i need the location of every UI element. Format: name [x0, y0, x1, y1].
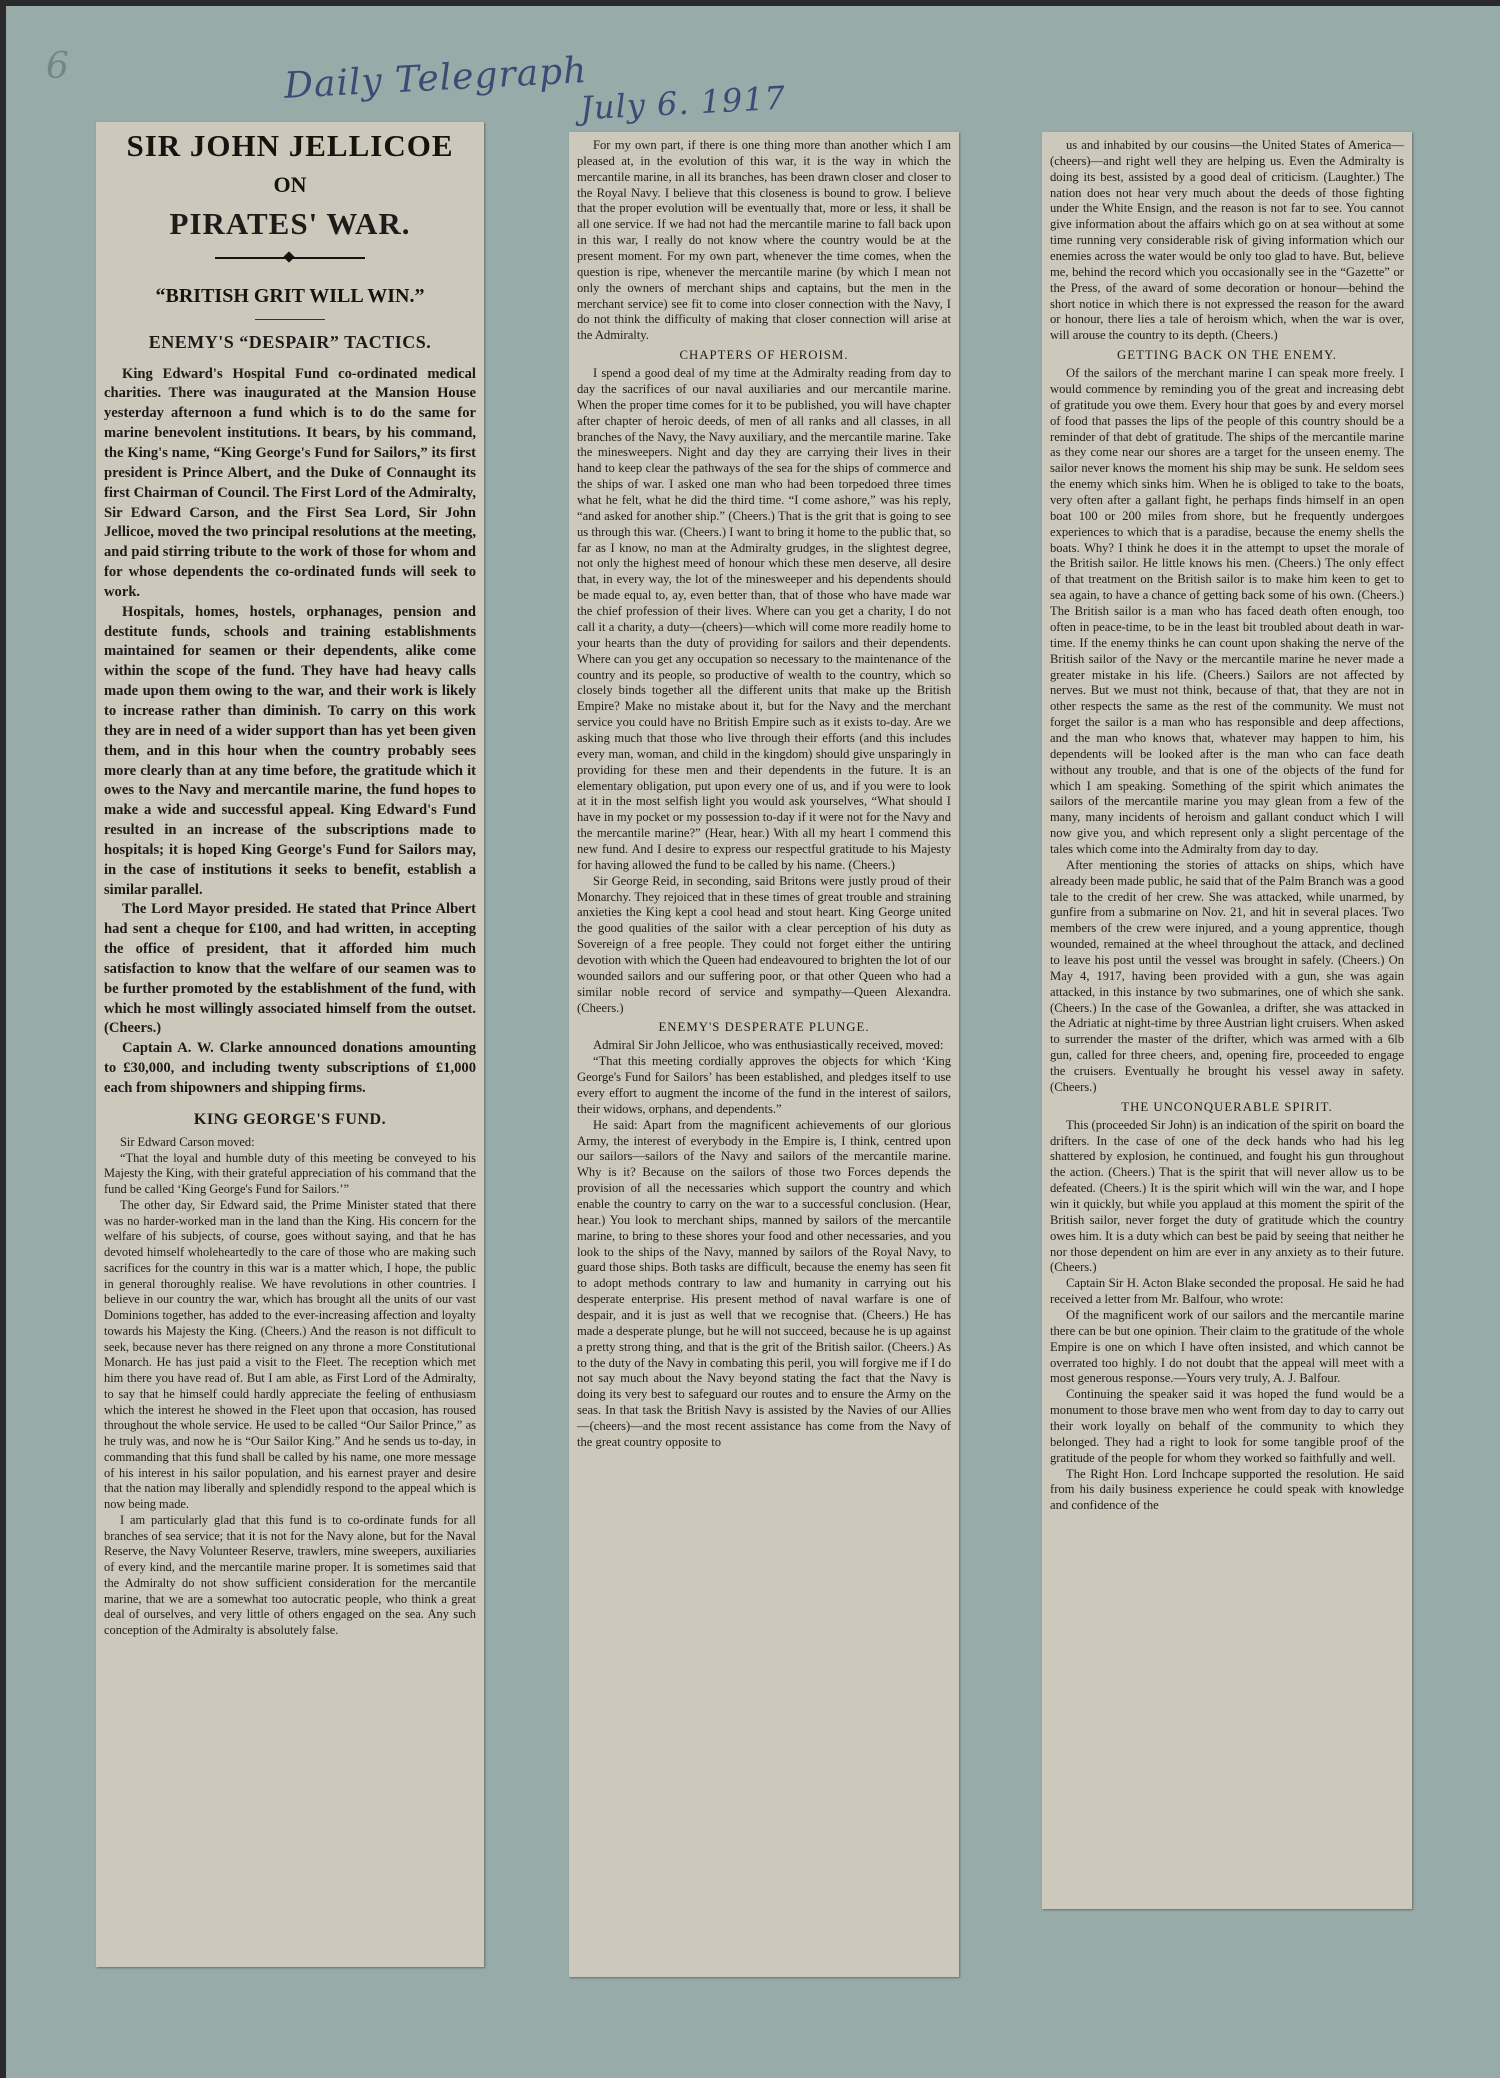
- sub-headline: ENEMY'S “DESPAIR” TACTICS.: [148, 331, 432, 352]
- lede-paragraph: Captain A. W. Clarke announced donations amounting to £30,000, and including twenty subscriptions of £1,000 each from shipowners and shipping firms.: [104, 1040, 476, 1097]
- newspaper-name-annotation: Daily Telegraph: [283, 50, 589, 107]
- date-annotation: July 6. 1917: [579, 78, 787, 128]
- body-paragraph: For my own part, if there is one thing more than another which I am pleased at, in the evolution of this war, it is the way in which the mercantile marine, in all its branches, has been drawn closer and closer to the Royal Navy. I believe that this closeness is bound to grow. I believe that the proper evolution will be eventually that, more or less, it shall be all one service. If we had not had the mercantile marine to fall back upon in this war, I really do not know where the country would be at the present moment. For my own part, whenever the time comes, when the question is ripe, whenever the mercantile marine (by which I mean not only the owners of merchant ships and captains, but the men in the merchant service) see fit to come into closer connection with the Navy, I do not think the difficulty of making that closer connection will arise at the Admiralty.: [577, 138, 951, 343]
- body-paragraph: Sir George Reid, in seconding, said Britons were justly proud of their Monarchy. They rejoiced that in these times of great trouble and straining anxieties the King kept a cool head and stout heart. King George united the good qualities of the sailor with a clear perception of his duty as Sovereign of a free people. They could not forget either the untiring devotion with which the Queen had endeavoured to brighten the lot of our wounded sailors and our suffering poor, or that other Queen who had a similar noble record of service and sympathy—Queen Alexandra. (Cheers.): [577, 873, 951, 1015]
- headline-ornament: [215, 252, 365, 264]
- body-paragraph: The Right Hon. Lord Inchcape supported the resolution. He said from his daily business experience he could speak with knowledge and confidence of the: [1050, 1466, 1404, 1513]
- body-paragraph: Admiral Sir John Jellicoe, who was enthusiastically received, moved:: [593, 1038, 944, 1053]
- body-paragraph: “That this meeting cordially approves the objects for which ‘King George's Fund for Sailors’ has been established, and pledges itself to use every effort to augment the income of the fund in the interest of sailors, their widows, orphans, and dependents.”: [577, 1054, 951, 1116]
- body-paragraph: I am particularly glad that this fund is to co-ordinate funds for all branches of sea service; that it is not for the Navy alone, but for the Naval Reserve, the Navy Volunteer Reserve, trawlers, mine sweepers, auxiliaries of every kind, and the mercantile marine proper. It is sometimes said that the Admiralty do not show sufficient consideration for the mercantile marine, that we are a somewhat too autocratic people, who think a great deal of ourselves, and very little of others engaged on the sea. Any such conception of the Admiralty is absolutely false.: [104, 1512, 476, 1638]
- body-paragraph: The other day, Sir Edward said, the Prime Minister stated that there was no harder-worked man in the land than the King. His concern for the welfare of his subjects, of course, goes without saying, and that he has devoted himself wholeheartedly to the care of those who are making such sacrifices for the country in this war is a matter which, I hope, the public in general thoroughly realise. We have revolutions in other countries. I believe in our country the war, which has brought all the units of our vast Dominions together, has added to the ever-increasing affection and loyalty towards his Majesty the King. (Cheers.) And the reason is not difficult to seek, because never has there reigned on any throne a more Constitutional Monarch. He has just paid a visit to the Fleet. The reception which met him there you have read of. But I am able, as First Lord of the Admiralty, to say that he himself could hardly appreciate the feeling of enthusiasm which the interest he showed in the Fleet upon that occasion, has roused throughout the whole service. He used to be called “Our Sailor Prince,” as he truly was, and now he is “Our Sailor King.” And he sends us to-day, in commanding that this fund shall be called by his name, one more message of his interest in his sailor population, and his earnest prayer and desire that the nation may liberally and splendidly respond to the appeal which is now being made.: [104, 1197, 476, 1512]
- body-paragraph: us and inhabited by our cousins—the United States of America—(cheers)—and right well they are helping us. Even the Admiralty is doing its best, assisted by a good deal of criticism. (Laughter.) The nation does not hear very much about the deeds of those fighting under the White Ensign, and the reason is not far to see. You cannot give information about the affairs which go on at sea without at some time running very considerable risk of giving information which our enemies across the water would be only too glad to have. But, believe me, behind the record which you occasionally see in the “Gazette” or the Press, of the award of some decoration or honour—behind the short notice in which there is not expressed the reason for the award or honour, there lies a tale of heroism which, when the war is over, will arouse the country to its depth. (Cheers.): [1050, 138, 1404, 343]
- body-paragraph: Of the magnificent work of our sailors and the mercantile marine there can be but one opinion. Their claim to the gratitude of the whole Empire is one on which I have often insisted, and which cannot be overrated too highly. I do not doubt that the appeal will meet with a most generous response.—Yours very truly, A. J. Balfour.: [1050, 1308, 1404, 1386]
- body-paragraph: Continuing the speaker said it was hoped the fund would be a monument to those brave men who went from day to day to carry out their work loyally on behalf of the community to which they belonged. They had a right to look for some tangible proof of the gratitude of the people for whom they worked so faithfully and well.: [1050, 1387, 1404, 1465]
- lede-paragraph: Hospitals, homes, hostels, orphanages, pension and destitute funds, schools and training establishments maintained for seamen or their dependents, alike come within the scope of the fund. They have had heavy calls made upon them owing to the war, and their work is likely to increase rather than diminish. To carry on this work they are in need of a wider support than has yet been given them, and in this hour when the country probably sees more clearly than at any time before, the gratitude which it owes to the Navy and mercantile marine, the fund hopes to make a wide and successful appeal. King Edward's Fund resulted in an increase of the subscriptions made to hospitals; it is hoped King George's Fund for Sailors may, in the case of institutions it seeks to benefit, establish a similar parallel.: [104, 603, 476, 898]
- section-heading-plunge: ENEMY'S DESPERATE PLUNGE.: [658, 1020, 870, 1035]
- clipping-column-1: [96, 122, 484, 1967]
- body-paragraph: After mentioning the stories of attacks on ships, which have already been made public, he said that of the Palm Branch was a good tale to the credit of her crew. She was attacked, while unarmed, by gunfire from a submarine on Nov. 21, and hit in several places. Two members of the crew were injured, and a young apprentice, though wounded, remained at the wheel throughout the attack, and declined to leave his post until the vessel was brought in safely. (Cheers.) On May 4, 1917, having been provided with a gun, she was again attacked, in this instance by two submarines, one of which she sank. (Cheers.) In the case of the Gowanlea, a drifter, she was attacked in the Adriatic at night-time by three Austrian light cruisers. When asked to surrender the master of the drifter, which was armed with a 6lb gun, called for three cheers, and, opening fire, proceeded to engage the cruisers. Eventually he brought his vessel away in safety. (Cheers.): [1050, 857, 1404, 1094]
- page-number-annotation: 6: [46, 46, 69, 87]
- section-heading-unconquerable: THE UNCONQUERABLE SPIRIT.: [1121, 1099, 1333, 1114]
- section-heading-kings-fund: KING GEORGE'S FUND.: [193, 1110, 387, 1128]
- body-paragraph: This (proceeded Sir John) is an indication of the spirit on board the drifters. In the case of one of the deck hands who had his leg shattered by explosion, he continued, and fought his gun throughout the action. (Cheers.) That is the spirit that will never allow us to be defeated. (Cheers.) It is the spirit which will win the war, and I hope win it quickly, but while you applaud at this moment the spirit of the British sailor, never forget the duty of gratitude which the country owes him. It is a duty which can best be paid by seeing that neither he nor those dependent on him are ever in any anxiety as to their future. (Cheers.): [1050, 1117, 1404, 1275]
- body-paragraph: He said: Apart from the magnificent achievements of our glorious Army, the interest of everybody in the Empire is, I think, centred upon our sailors—sailors of the Navy and sailors of the mercantile marine. Why is it? Because on the sailors of those two Forces depends the provision of all the necessaries which support the country and which enable the country to carry on the war to a successful conclusion. (Hear, hear.) You look to merchant ships, manned by sailors of the mercantile marine, to bring to these shores your food and other necessaries, and you look to the ships of the Navy, manned by sailors of the Royal Navy, to guard those ships. Both tasks are difficult, because the enemy has seen fit to adopt methods contrary to law and humanity in carrying out his desperate enterprise. His present method of naval warfare is one of despair, and it is just as well that we recognise that. (Cheers.) He has made a desperate plunge, but he will not succeed, because he is up against a pretty strong thing, and that is the grit of the British sailor. (Cheers.) As to the duty of the Navy in combating this peril, you will forgive me if I do not say much about the Navy beyond stating the fact that the Navy is doing its very best to safeguard our routes and to ensure the Army on the seas. In that task the British Navy is assisted by the Navies of our Allies—(cheers)—and the most recent assistance has come from the Navy of the great country opposite to: [577, 1117, 951, 1449]
- deck-headline: “BRITISH GRIT WILL WIN.”: [155, 284, 425, 307]
- lede-paragraph: King Edward's Hospital Fund co-ordinated medical charities. There was inaugurated at the Mansion House yesterday afternoon a fund which is to do the same for marine benevolent institutions. It bears, by his command, the King's name, “King George's Fund for Sailors,” its first president is Prince Albert, and the Duke of Connaught its first Chairman of Council. The First Lord of the Admiralty, Sir Edward Carson, and the First Sea Lord, Sir John Jellicoe, moved the two principal resolutions at the meeting, and paid stirring tribute to the work of those for whom and for whose dependents the co-ordinated funds will seek to work.: [104, 365, 476, 600]
- clipping-column-2: [569, 132, 959, 1977]
- headline-line-3: PIRATES' WAR.: [169, 205, 411, 241]
- lede-paragraph: The Lord Mayor presided. He stated that Prince Albert had sent a cheque for £100, and had written, in accepting the office of president, that it afforded him much satisfaction to know that the welfare of our seamen was to be further promoted by the establishment of the fund, with which he most willingly associated himself from the outset. (Cheers.): [104, 901, 476, 1037]
- body-paragraph: Sir Edward Carson moved:: [120, 1134, 255, 1149]
- divider: [255, 319, 325, 320]
- body-paragraph: I spend a good deal of my time at the Admiralty reading from day to day the sacrifices of our naval auxiliaries and our mercantile marine. When the proper time comes for it to be published, you will have chapter after chapter of heroic deeds, of men of all ranks and all classes, in all branches of the Navy, the Navy auxiliary, and the mercantile marine. Take the minesweepers. Night and day they are carrying their lives in their hand to keep clear the pathways of the sea for the ships of commerce and the ships of war. I asked one man who had been torpedoed three times what he felt, what he did the third time. “I come ashore,” was his reply, “and asked for another ship.” (Cheers.) That is the grit that is going to see us through this war. (Cheers.) I want to bring it home to the public that, so far as I know, no man at the Admiralty grudges, in the slightest degree, not only the highest meed of honour which these men deserve, all desire that, in every way, the lot of the minesweeper and his dependents should be made equal to, ay, even better than, that of those who have made war the chief profession of their lives. Where can you get a charity, I do not call it a charity, a duty—(cheers)—which will come more readily home to your hearts than the duty of providing for sailors and their dependents. Where can you get any occupation so necessary to the maintenance of the country and its people, so productive of wealth to the country, which so closely binds together all the different units that make up the British Empire? Make no mistake about it, but for the Navy and the merchant service you could have no British Empire such as it exists to-day. Are we asking much that those who live through their efforts (and this includes every man, woman, and child in the kingdom) should give unsparingly in providing for these men and their dependents in the future. It is an elementary obligation, put upon every one of us, and if you were to look at it in the most selfish light you would ask yourselves, “What should I have in my pocket or my possession to-day if it were not for the Navy and the mercantile marine?” (Hear, hear.) With all my heart I commend this new fund. And I desire to express our respectful gratitude to his Majesty for having allowed the fund to be called by his name. (Cheers.): [577, 366, 951, 872]
- headline-line-2: ON: [273, 171, 307, 197]
- section-heading-heroism: CHAPTERS OF HEROISM.: [679, 348, 849, 363]
- section-heading-getting-back: GETTING BACK ON THE ENEMY.: [1117, 348, 1337, 363]
- body-paragraph: Of the sailors of the merchant marine I can speak more freely. I would commence by reminding you of the great and increasing debt of gratitude you owe them. Every hour that goes by and every morsel of food that passes the lips of the people of this country should be a reminder of that debt of gratitude. The ships of the mercantile marine as they come near our shores are a target for the unseen enemy. The sailor never knows the moment his ship may be sunk. He seldom sees the enemy which sinks him. When he is obliged to take to the boats, very often after a gallant fight, he perhaps finds himself in an open boat 100 or 200 miles from shore, but he frequently undergoes experiences to which that is a paradise, because the enemy shells the boats. Why? I think he does it in the attempt to upset the morale of the British sailor. He little knows his men. (Cheers.) The only effect of that treatment on the British sailor is to make him keen to get to sea again, to have a chance of getting back some of his own. (Cheers.) The British sailor is a man who has faced death often enough, too often in peace-time, to be in the least bit troubled about death in war-time. If the enemy thinks he can count upon shaking the nerve of the British sailor of the Navy or the mercantile marine he never made a greater mistake in his life. (Cheers.) Sailors are not affected by nerves. But we must not think, because of that, that they are not in other respects the same as the rest of the community. We must not forget the sailor is a man who has responsible and deep affections, and the man who knows that, whatever may happen to him, his dependents will be looked after is the man who can face death without any trouble, and that is one of the objects of the fund for which I am speaking. Something of the spirit which animates the sailors of the mercantile marine you may glean from a few of the many, many incidents of heroism and gallant conduct which I will now give you, and which represent only a slight percentage of the tales which come into the Admiralty from day to day.: [1050, 366, 1404, 856]
- body-paragraph: “That the loyal and humble duty of this meeting be conveyed to his Majesty the King, with their grateful appreciation of his command that the fund be called ‘King George's Fund for Sailors.’”: [104, 1150, 476, 1197]
- headline-line-1: SIR JOHN JELLICOE: [126, 128, 454, 163]
- body-paragraph: Captain Sir H. Acton Blake seconded the proposal. He said he had received a letter from Mr. Balfour, who wrote:: [1050, 1276, 1404, 1307]
- clipping-column-3: [1042, 132, 1412, 1909]
